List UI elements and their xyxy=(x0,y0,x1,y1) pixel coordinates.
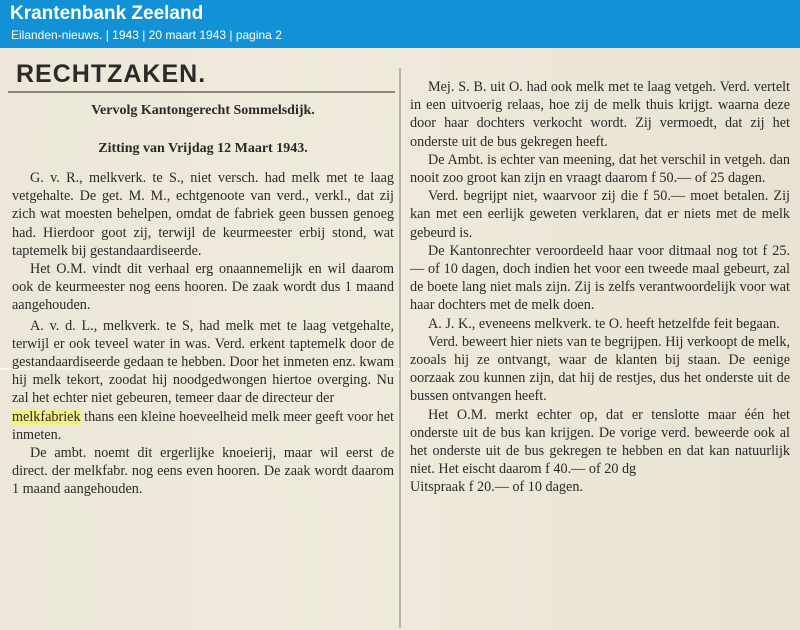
paragraph: De Ambt. is echter van meening, dat het verschil in vetgeh. dan nooit zoo groot kan zijn en vraagt daarom f 50.— of 25 dagen. xyxy=(410,151,790,187)
search-highlight[interactable]: melkfabriek xyxy=(12,408,81,425)
paragraph: De ambt. noemt dit ergerlijke knoeierij, maar wil eerst de direct. der melkfabr. nog eens even hooren. De zaak wordt daarom 1 maand aangehouden. xyxy=(12,445,394,498)
session-heading: Zitting van Vrijdag 12 Maart 1943. xyxy=(98,141,308,156)
paragraph: Het O.M. vindt dit verhaal erg onaannemelijk en wil daarom ook de keurmeester nog eens hooren. De zaak wordt dus 1 maand aangehouden. xyxy=(12,261,394,314)
breadcrumb: Eilanden-nieuws. | 1943 | 20 maart 1943 | pagina 2 xyxy=(11,28,282,42)
column-divider xyxy=(399,68,401,628)
paragraph: Verd. begrijpt niet, waarvoor zij die f 50.— moet betalen. Zij kan met een eerlijk geweten verklaren, dat er niets met de melk gebeurd is. xyxy=(410,188,790,241)
paragraph: Het O.M. merkt echter op, dat er tenslotte maar één het onderste uit de bus kan krijgen. De vorige verd. beweerde ook al het onderste uit de bus gekregen te hebben en dat kan natuurlijk niet. Het eischt daarom f 40.— of 20 dg xyxy=(410,406,790,478)
paragraph: Verd. beweert hier niets van te begrijpen. Hij verkoopt de melk, zooals hij ze ontvangt, waar de klanten bij staan. De eenige oorzaak zou kunnen zijn, dat hij de restjes, dus het onderste uit de bussen ontvangen heeft. xyxy=(410,333,790,405)
paragraph-continuation: thans een kleine hoeveelheid melk meer geeft voor het inmeten. xyxy=(12,408,394,443)
newspaper-scan xyxy=(0,48,800,630)
article-subheading: Vervolg Kantongerecht Sommelsdijk. xyxy=(91,103,315,118)
masthead-rule xyxy=(8,91,395,93)
paragraph: A. J. K., eveneens melkverk. te O. heeft hetzelfde feit begaan. xyxy=(428,315,780,332)
section-masthead: RECHTZAKEN. xyxy=(16,60,207,88)
paragraph-with-highlight xyxy=(12,408,394,444)
left-column xyxy=(12,103,394,499)
site-header xyxy=(0,0,800,48)
paragraph: De Kantonrechter veroordeeld haar voor ditmaal nog tot f 25.— of 10 dagen, doch indien het voor een tweede maal gebeurt, zal de boete lang niet mals zijn. Zij is zelfs verantwoordelijk voor wat haar dochters met de melk doen. xyxy=(410,242,790,314)
right-column xyxy=(410,78,790,497)
paragraph: A. v. d. L., melkverk. te S, had melk met te laag vetgehalte, terwijl er ook teveel water in was. Verd. erkent taptemelk door de gestandaardiseerde gedaan te hebben. Door het inmeten enz. kwam hij melk tekort, zoodat hij noodgedwongen hiertoe overging. Nu zal het echter niet gebeuren, temeer daar de directeur der xyxy=(12,317,394,407)
paragraph: Mej. S. B. uit O. had ook melk met te laag vetgeh. Verd. vertelt in een uitvoerig relaas, hoe zij de melk thuis krijgt. waarna deze door haar dochters verkocht wordt. Zij vermoedt, dat zij het onderste uit de bus gekregen heeft. xyxy=(410,79,790,150)
verdict: Uitspraak f 20.— of 10 dagen. xyxy=(410,479,583,496)
site-title[interactable]: Krantenbank Zeeland xyxy=(10,3,204,24)
paragraph: G. v. R., melkverk. te S., niet versch. had melk met te laag vetgehalte. De get. M. M., echtgenoote van verd., verkl., dat zij zich wat moesten behelpen, omdat de fabriek geen bussen genoeg had. Hierdoor goot zij, terwijl de keurmeester erbij stond, wat taptemelk bij gestandaardiseerde. xyxy=(12,170,394,259)
